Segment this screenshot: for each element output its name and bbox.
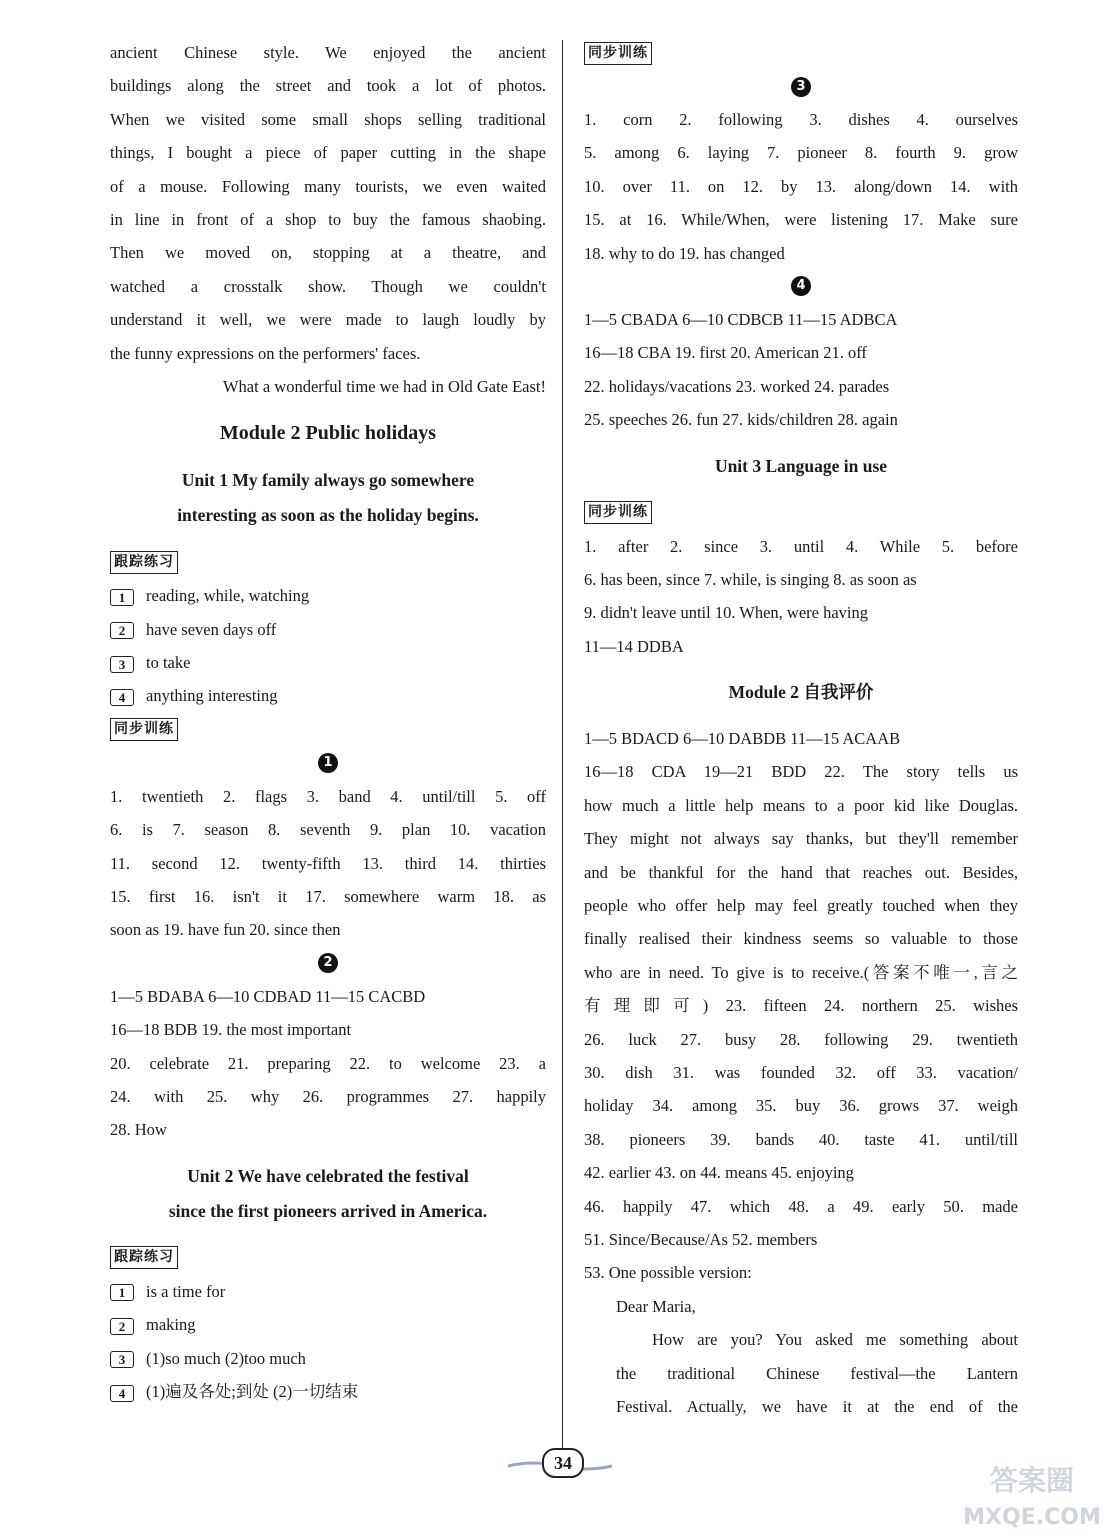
answer-line: finally realised their kindness seems so valuable to those bbox=[584, 929, 1018, 949]
item-number-box: 2 bbox=[110, 622, 134, 639]
unit3-title: Unit 3 Language in use bbox=[714, 455, 888, 476]
answer-line: 有理即可) 23. fifteen 24. northern 25. wishes bbox=[584, 996, 1018, 1016]
section-circle-number: 3 bbox=[791, 77, 811, 97]
answer-line: soon as 19. have fun 20. since then bbox=[110, 920, 341, 940]
answer-line: 15. first 16. isn't it 17. somewhere warm 18. as bbox=[110, 887, 546, 907]
section-circle-number: 1 bbox=[318, 753, 338, 773]
item-number-box: 3 bbox=[110, 656, 134, 673]
passage-line: understand it well, we were made to laugh loudly by bbox=[110, 310, 546, 330]
passage-line: things, I bought a piece of paper cutting in the shape bbox=[110, 143, 546, 163]
letter-line: How are you? You asked me something about bbox=[652, 1330, 1018, 1350]
passage-line: buildings along the street and took a lot of photos. bbox=[110, 76, 546, 96]
answer-line: 1—5 BDACD 6—10 DABDB 11—15 ACAAB bbox=[584, 729, 901, 749]
answer-line: 1—5 BDABA 6—10 CDBAD 11—15 CACBD bbox=[110, 986, 426, 1006]
item-number-box: 2 bbox=[110, 1318, 134, 1335]
answer-line: 53. One possible version: bbox=[584, 1263, 752, 1283]
passage-line: the funny expressions on the performers' faces. bbox=[110, 343, 421, 363]
answer-line: They might not always say thanks, but they'll remember bbox=[584, 829, 1018, 849]
left-column bbox=[110, 36, 546, 1408]
answer-line: how much a little help means to a poor kid like Douglas. bbox=[584, 795, 1018, 815]
passage-line: of a mouse. Following many tourists, we even waited bbox=[110, 176, 546, 196]
item-number-box: 4 bbox=[110, 1385, 134, 1402]
answer-line: 16—18 CDA 19—21 BDD 22. The story tells us bbox=[584, 762, 1018, 782]
item-number-box: 1 bbox=[110, 1284, 134, 1301]
track-item: 4 anything interesting bbox=[110, 679, 546, 712]
answer-line: 1—5 CBADA 6—10 CDBCB 11—15 ADBCA bbox=[584, 309, 898, 329]
answer-line: 46. happily 47. which 48. a 49. early 50. made bbox=[584, 1196, 1018, 1216]
item-number-box: 3 bbox=[110, 1351, 134, 1368]
module-title: Module 2 Public holidays bbox=[219, 422, 437, 445]
section-tag-sync: 同步训练 bbox=[584, 42, 652, 65]
section-tag-tracking: 跟踪练习 bbox=[110, 1246, 178, 1269]
answer-line: 6. has been, since 7. while, is singing 8. as soon as bbox=[584, 569, 917, 589]
svg-text:MXQE.COM: MXQE.COM bbox=[963, 1505, 1101, 1530]
passage-line: When we visited some small shops selling traditional bbox=[110, 109, 546, 129]
answer-line: 16—18 BDB 19. the most important bbox=[110, 1020, 352, 1040]
answer-line: 25. speeches 26. fun 27. kids/children 28. again bbox=[584, 410, 898, 430]
answer-line: 24. with 25. why 26. programmes 27. happily bbox=[110, 1086, 546, 1106]
svg-text:答案圈: 答案圈 bbox=[989, 1464, 1075, 1497]
answer-line: 30. dish 31. was founded 32. off 33. vacation/ bbox=[584, 1062, 1018, 1082]
track-item: 2 have seven days off bbox=[110, 613, 546, 646]
answer-line: 42. earlier 43. on 44. means 45. enjoying bbox=[584, 1163, 854, 1183]
answer-line: 28. How bbox=[110, 1120, 167, 1140]
passage-line: Then we moved on, stopping at a theatre, and bbox=[110, 243, 546, 263]
answer-line: 1. corn 2. following 3. dishes 4. ourselves bbox=[584, 110, 1018, 129]
track-item: 3 to take bbox=[110, 646, 546, 679]
passage-line: ancient Chinese style. We enjoyed the ancient bbox=[110, 43, 546, 62]
passage-line: in line in front of a shop to buy the famous shaobing. bbox=[110, 209, 546, 229]
answer-line: 16—18 CBA 19. first 20. American 21. off bbox=[584, 343, 867, 363]
answer-line: 26. luck 27. busy 28. following 29. twentieth bbox=[584, 1029, 1018, 1049]
answer-line: 9. didn't leave until 10. When, were having bbox=[584, 603, 869, 623]
page-number: 34 bbox=[542, 1448, 584, 1478]
answer-line: holiday 34. among 35. buy 36. grows 37. weigh bbox=[584, 1096, 1018, 1116]
answer-line: 38. pioneers 39. bands 40. taste 41. until/till bbox=[584, 1129, 1018, 1149]
section-circle-number: 2 bbox=[318, 953, 338, 973]
answer-line: 18. why to do 19. has changed bbox=[584, 243, 785, 263]
answer-line: and be thankful for the hand that reaches out. Besides, bbox=[584, 862, 1018, 882]
answer-line: people who offer help may feel greatly touched when they bbox=[584, 896, 1018, 916]
track-item: 1 reading, while, watching bbox=[110, 579, 546, 612]
answer-line: 6. is 7. season 8. seventh 9. plan 10. vacation bbox=[110, 820, 546, 840]
answer-line: who are in need. To give is to receive.(答案不唯一,言之 bbox=[584, 962, 1018, 982]
page-footer bbox=[508, 1446, 612, 1482]
answer-line: 1. twentieth 2. flags 3. band 4. until/till 5. off bbox=[110, 786, 546, 806]
track-item: 1 is a time for bbox=[110, 1275, 546, 1308]
track-item: 3 (1)so much (2)too much bbox=[110, 1342, 546, 1375]
letter-line: the traditional Chinese festival—the Lantern bbox=[616, 1363, 1018, 1383]
answer-line: 10. over 11. on 12. by 13. along/down 14. with bbox=[584, 176, 1018, 196]
letter-line: Festival. Actually, we have it at the end of the bbox=[616, 1396, 1018, 1416]
letter-salutation: Dear Maria, bbox=[616, 1296, 696, 1316]
answer-line: 51. Since/Because/As 52. members bbox=[584, 1229, 818, 1249]
passage-line: What a wonderful time we had in Old Gate East! bbox=[222, 376, 546, 396]
answer-line: 11—14 DDBA bbox=[584, 636, 684, 656]
watermark-logo bbox=[952, 1454, 1112, 1534]
unit1-title-line: Unit 1 My family always go somewhere bbox=[181, 470, 475, 491]
right-column bbox=[584, 36, 1018, 1423]
answer-line: 20. celebrate 21. preparing 22. to welcome 23. a bbox=[110, 1053, 546, 1073]
section-tag-tracking: 跟踪练习 bbox=[110, 551, 178, 574]
passage-line: watched a crosstalk show. Though we couldn't bbox=[110, 276, 546, 296]
answer-line: 11. second 12. twenty-fifth 13. third 14. thirties bbox=[110, 853, 546, 873]
track-item: 4 (1)遍及各处;到处 (2)一切结束 bbox=[110, 1375, 546, 1408]
answer-line: 22. holidays/vacations 23. worked 24. parades bbox=[584, 376, 890, 396]
column-divider bbox=[562, 40, 563, 1450]
unit2-title-line: Unit 2 We have celebrated the festival bbox=[187, 1165, 469, 1186]
answer-line: 1. after 2. since 3. until 4. While 5. before bbox=[584, 536, 1018, 556]
section-circle-number: 4 bbox=[791, 276, 811, 296]
section-tag-sync: 同步训练 bbox=[110, 718, 178, 741]
section-tag-sync: 同步训练 bbox=[584, 501, 652, 524]
item-number-box: 4 bbox=[110, 689, 134, 706]
self-evaluation-title: Module 2 自我评价 bbox=[728, 682, 874, 703]
answer-line: 15. at 16. While/When, were listening 17. Make sure bbox=[584, 210, 1018, 230]
item-number-box: 1 bbox=[110, 589, 134, 606]
answer-line: 5. among 6. laying 7. pioneer 8. fourth 9. grow bbox=[584, 143, 1018, 163]
unit2-title-line: since the first pioneers arrived in America. bbox=[168, 1200, 488, 1221]
unit1-title-line: interesting as soon as the holiday begins. bbox=[177, 505, 479, 526]
track-item: 2 making bbox=[110, 1308, 546, 1341]
